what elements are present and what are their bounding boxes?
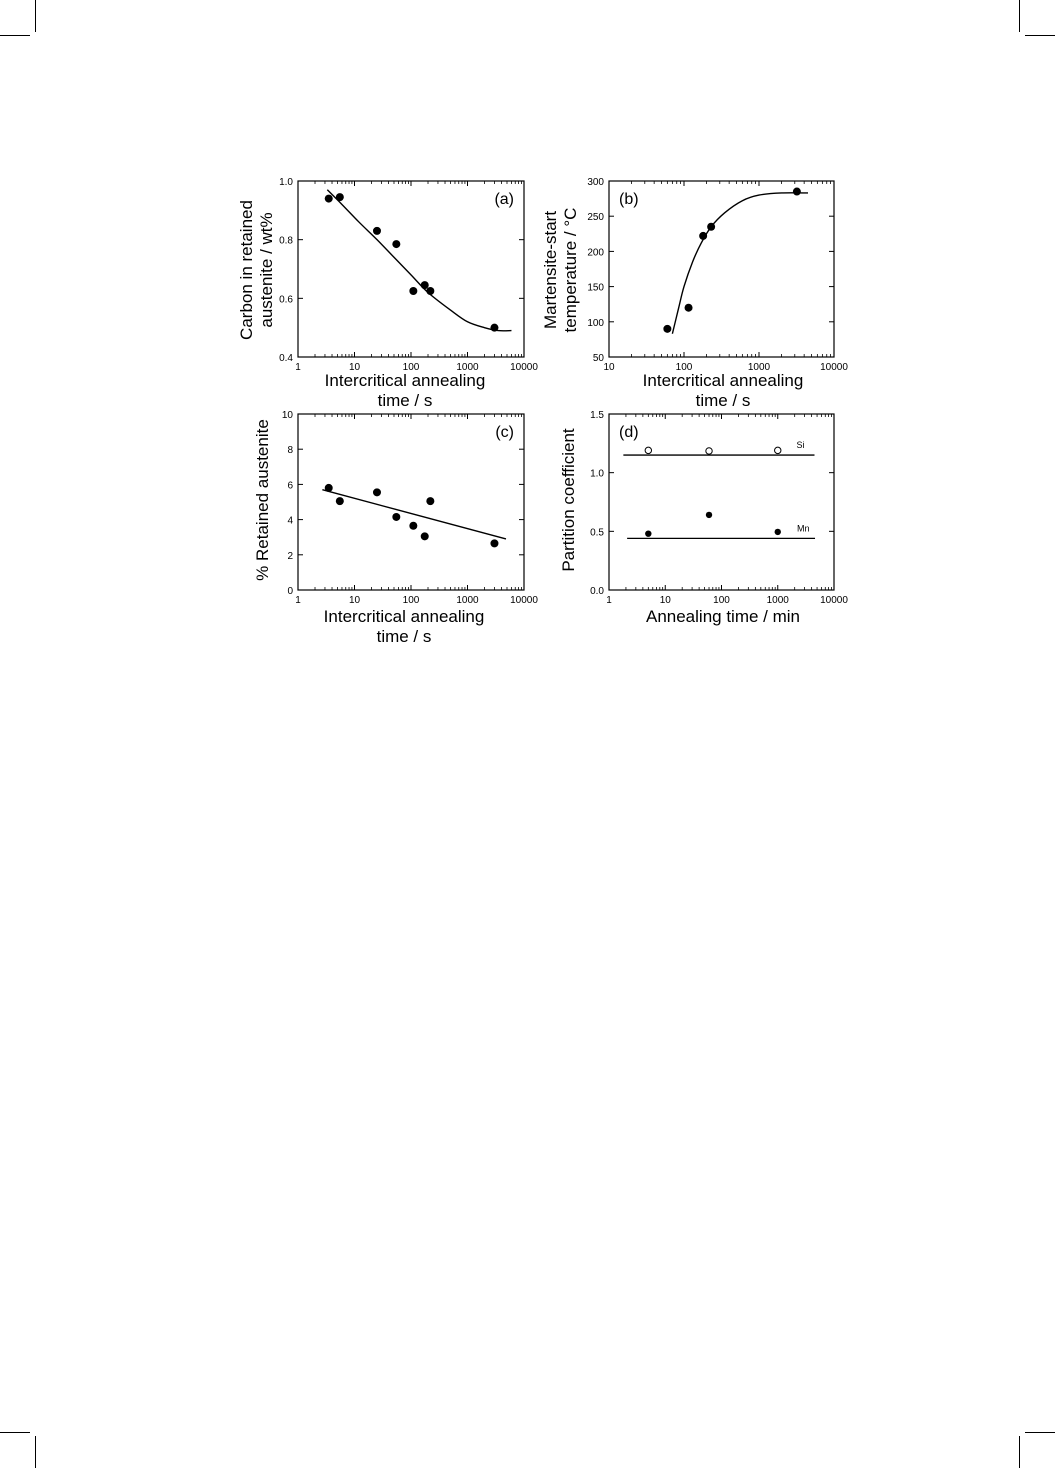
- panel-b-data-point: [707, 223, 715, 231]
- panel-a-x-tick-label: 1: [295, 362, 301, 373]
- panel-d-series-label-mn: Mn: [797, 523, 810, 534]
- panel-c-y-tick-label: 8: [287, 445, 293, 457]
- panel-c-data-point: [336, 497, 344, 505]
- panel-d-x-tick-label: 1000: [766, 595, 789, 606]
- panel-a-data-point: [426, 287, 434, 295]
- panel-b-plot-frame: [609, 181, 834, 357]
- panel-a-x-axis-label: Intercritical annealing: [324, 371, 486, 390]
- panel-b-y-tick-label: 200: [587, 247, 604, 259]
- panel-a-y-axis-label: Carbon in retained: [237, 200, 256, 340]
- panel-d-data-point-si: [706, 448, 712, 454]
- panel-b-fit-curve: [672, 193, 808, 334]
- panel-a-data-point: [392, 240, 400, 248]
- panel-d-y-tick-label: 0.0: [590, 586, 604, 597]
- panel-c-data-point: [325, 484, 333, 492]
- panel-a-data-point: [421, 281, 429, 289]
- panel-a-data-point: [336, 193, 344, 201]
- panel-d-x-axis-label: Annealing time / min: [645, 607, 801, 626]
- panel-a-y-tick-label: 0.8: [279, 235, 293, 247]
- panel-b-x-tick-label: 10000: [820, 362, 848, 373]
- panel-b-y-tick-label: 250: [587, 212, 604, 224]
- panel-c-y-tick-label: 0: [287, 586, 293, 597]
- panel-a-panel-label: (a): [494, 191, 514, 208]
- panel-c-panel-label: (c): [495, 424, 514, 441]
- panel-b-data-point: [685, 304, 693, 312]
- panel-b-y-tick-label: 150: [587, 282, 604, 294]
- panel-b-data-point: [793, 188, 801, 196]
- panel-c-x-axis-label: Intercritical annealing: [323, 607, 485, 626]
- panel-b-x-axis-label: Intercritical annealing: [642, 371, 804, 390]
- panel-b-x-tick-label: 100: [675, 362, 693, 373]
- panel-c-data-point: [426, 497, 434, 505]
- panel-c-data-point: [409, 522, 417, 530]
- panel-c-x-tick-label: 10: [348, 595, 361, 606]
- panel-c-plot-frame: [298, 414, 524, 590]
- panel-c-x-tick-label: 10000: [510, 595, 538, 606]
- panel-c-data-point: [490, 539, 498, 547]
- panel-c-data-point: [373, 488, 381, 496]
- panel-a-plot-frame: [298, 181, 524, 357]
- panel-c-x-tick-label: 1: [295, 595, 301, 606]
- panel-b-x-tick-label: 10: [603, 362, 615, 373]
- panel-a-x-axis-label-line2: time / s: [377, 391, 433, 410]
- panel-c-y-tick-label: 2: [287, 550, 293, 562]
- panel-a-x-tick-label: 1000: [456, 362, 479, 373]
- panel-b-data-point: [699, 232, 707, 240]
- panel-b-y-tick-label: 50: [592, 353, 604, 364]
- panel-a-y-tick-label: 0.6: [279, 294, 293, 306]
- panel-a-x-tick-label: 10: [348, 362, 361, 373]
- panel-a-x-tick-label: 100: [402, 362, 420, 373]
- panel-c-x-tick-label: 100: [402, 595, 420, 606]
- panel-d-x-tick-label: 1: [606, 595, 612, 606]
- panel-c-y-tick-label: 10: [281, 410, 293, 421]
- panel-b-y-axis-label-line2: temperature / °C: [561, 207, 580, 333]
- panel-c-data-point: [421, 532, 429, 540]
- panel-d-data-point-mn: [706, 512, 712, 518]
- panel-d-y-tick-label: 1.5: [590, 410, 604, 421]
- panel-d-y-tick-label: 0.5: [590, 527, 604, 539]
- panel-a-fit-curve: [327, 190, 511, 331]
- panel-c-y-tick-label: 4: [287, 515, 293, 527]
- panel-b-x-axis-label-line2: time / s: [695, 391, 751, 410]
- panel-d-x-tick-label: 10: [659, 595, 671, 606]
- panel-c-y-axis-label: % Retained austenite: [253, 419, 272, 581]
- panel-c-x-axis-label-line2: time / s: [376, 627, 432, 646]
- panel-c-fit-line: [322, 490, 506, 539]
- panel-b-panel-label: (b): [619, 191, 639, 208]
- panel-b-y-tick-label: 300: [587, 177, 604, 188]
- panel-c-data-point: [392, 513, 400, 521]
- panel-a-y-tick-label: 1.0: [279, 177, 293, 188]
- panel-a-y-axis-label-line2: austenite / wt%: [257, 212, 276, 328]
- panel-c-x-tick-label: 1000: [456, 595, 479, 606]
- panel-c-y-tick-label: 6: [287, 480, 293, 492]
- panel-b-x-tick-label: 1000: [747, 362, 771, 373]
- panel-b-data-point: [663, 325, 671, 333]
- panel-a-data-point: [409, 287, 417, 295]
- panel-d-panel-label: (d): [619, 424, 639, 441]
- panel-d-y-tick-label: 1.0: [590, 468, 604, 480]
- panel-d-data-point-si: [645, 447, 651, 453]
- panel-b-y-axis-label: Martensite-start: [541, 210, 560, 330]
- panel-d-data-point-si: [775, 447, 781, 453]
- panel-a-data-point: [373, 227, 381, 235]
- panel-d-x-tick-label: 10000: [820, 595, 848, 606]
- panel-d-data-point-mn: [775, 529, 781, 535]
- panel-b-y-tick-label: 100: [587, 317, 604, 329]
- panel-d-y-axis-label: Partition coefficient: [559, 428, 578, 572]
- panel-a-x-tick-label: 10000: [510, 362, 538, 373]
- panel-d-data-point-mn: [645, 530, 651, 536]
- panel-a-data-point: [490, 324, 498, 332]
- panel-a-y-tick-label: 0.4: [279, 353, 293, 364]
- panel-d-x-tick-label: 100: [713, 595, 730, 606]
- panel-a-data-point: [325, 195, 333, 203]
- panel-d-series-label-si: Si: [796, 440, 805, 451]
